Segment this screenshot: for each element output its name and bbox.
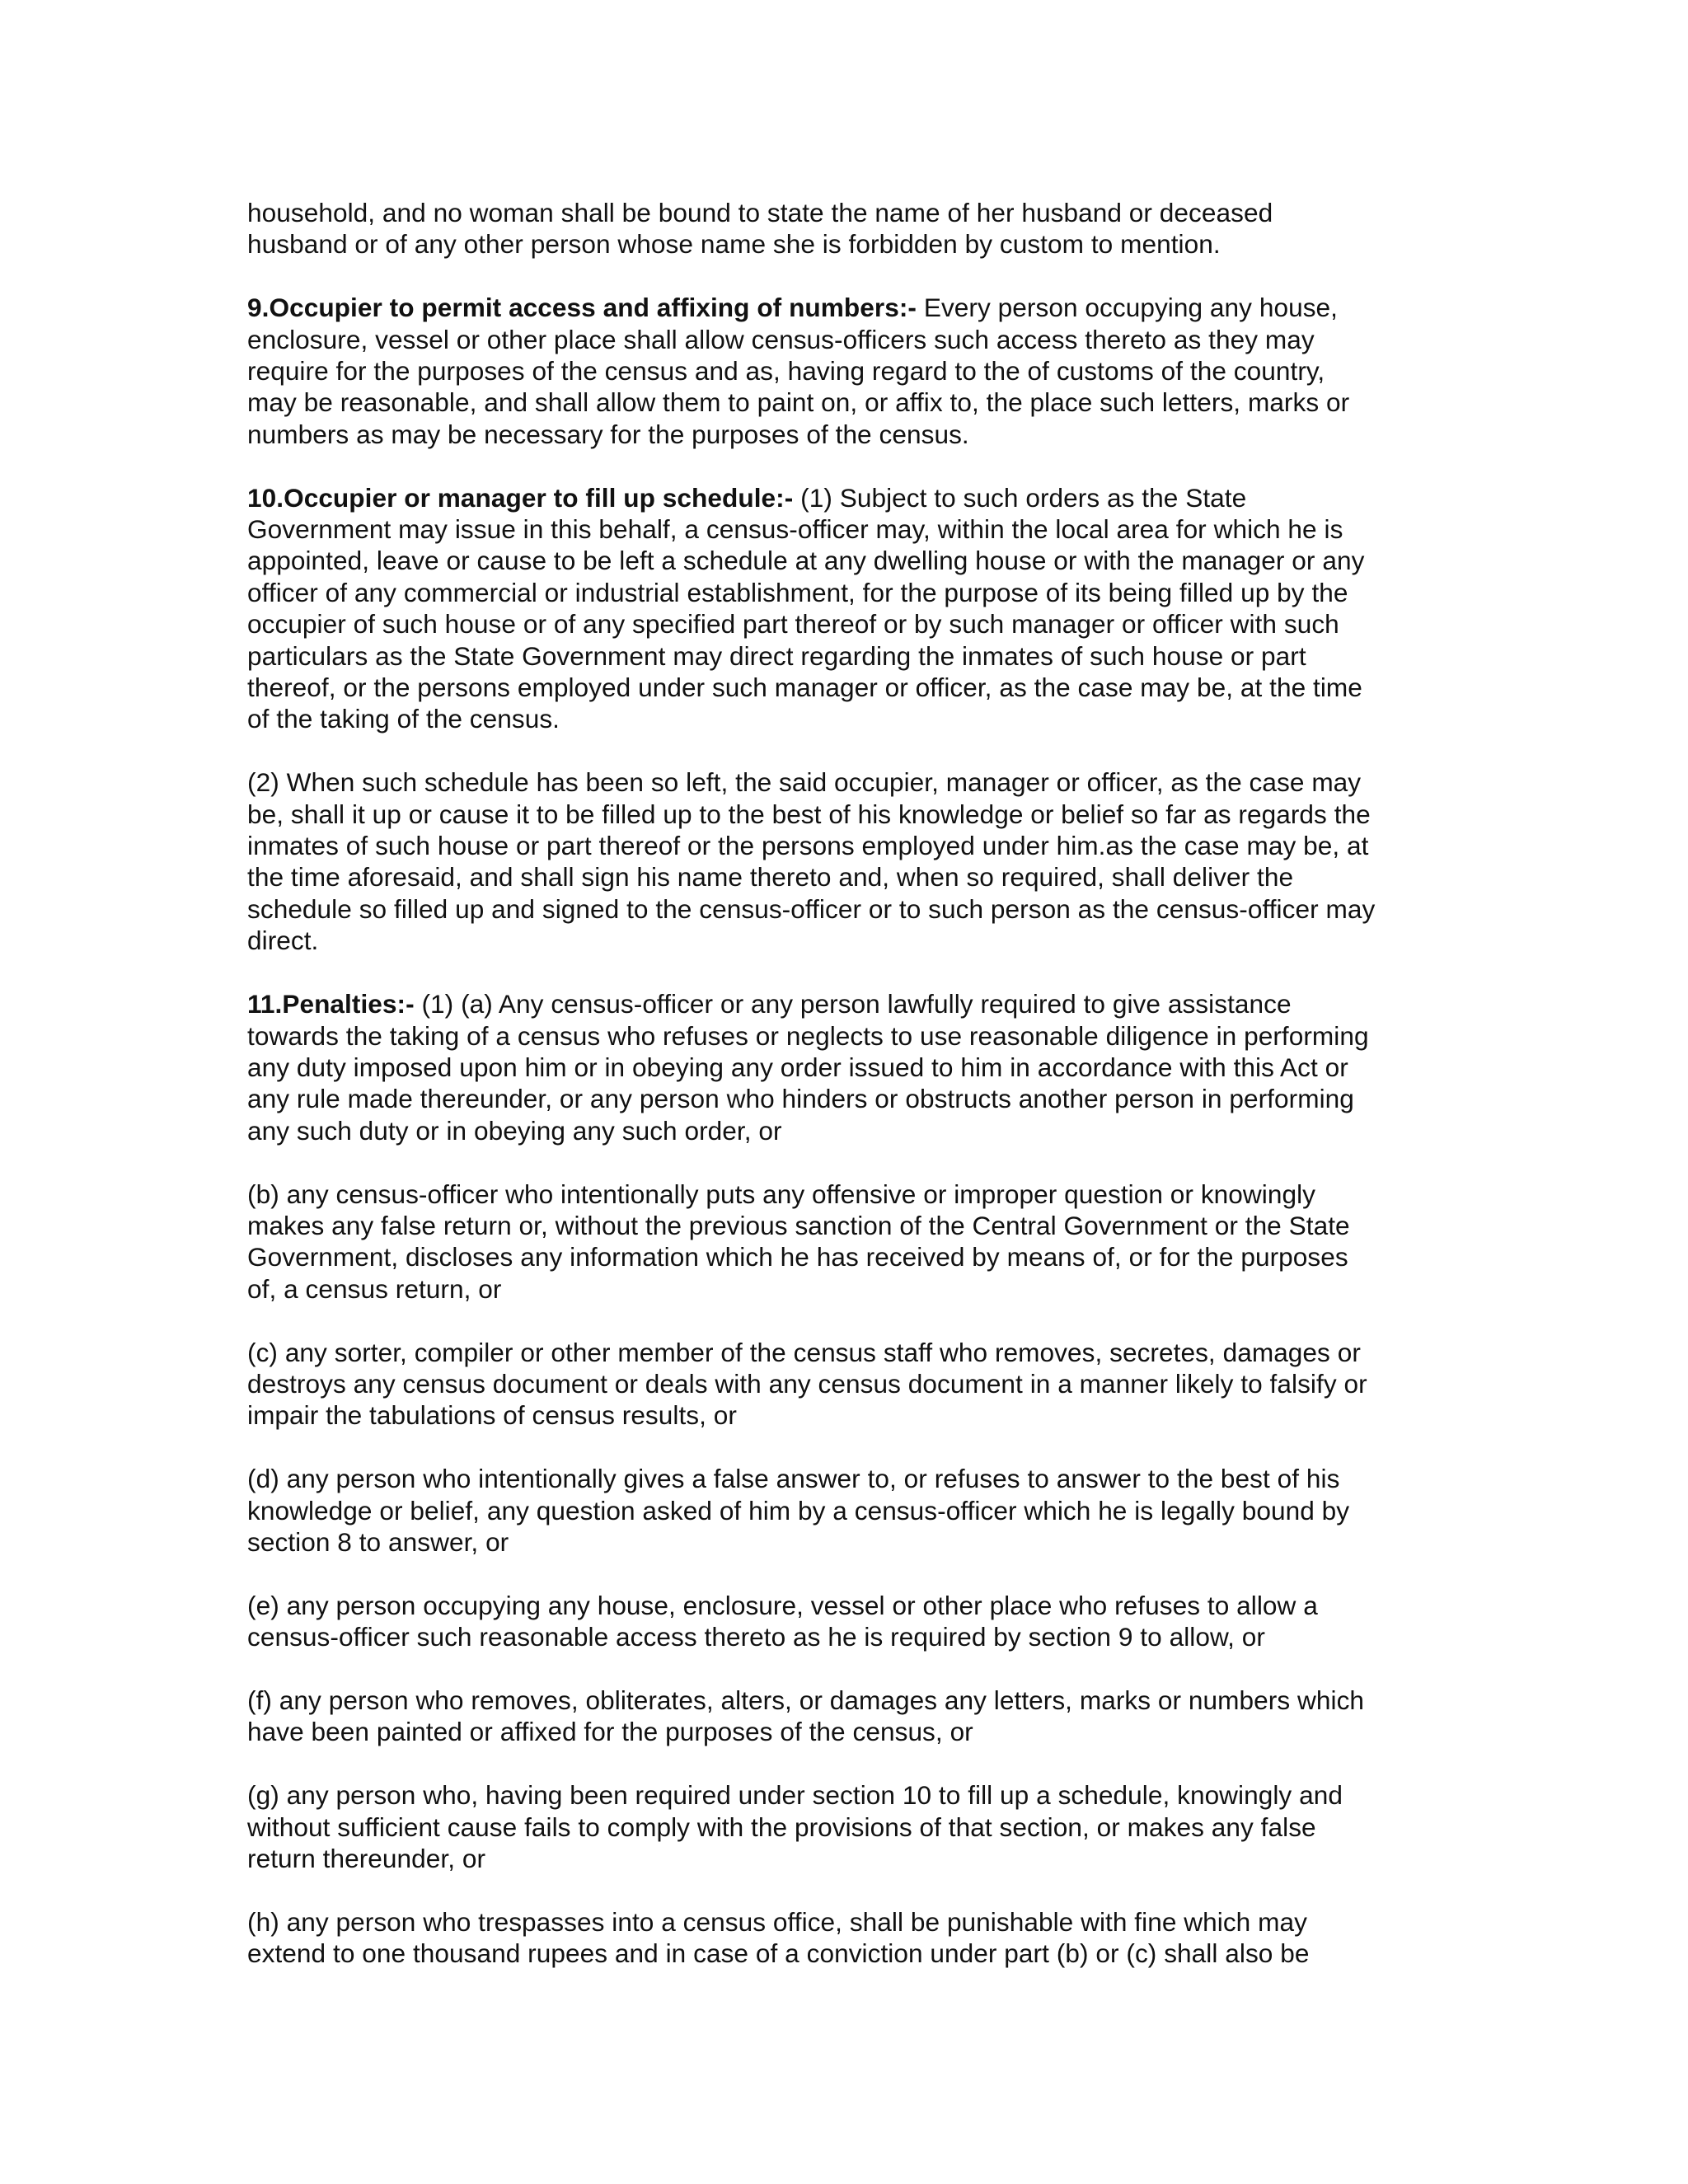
- paragraph-section-10-2: [247, 766, 1451, 956]
- paragraph-text: (1) (a) Any census-officer or any person lawfully required to give assistance towards the taking of a census who refuses or neglects to use reasonable diligence in performing any duty imposed upon him or in obeying any order issued to him in accordance with this Act or any rule made thereunder, or any person who hinders or obstructs another person in performing any such duty or in obeying any such order, or: [247, 989, 1369, 1146]
- paragraph-text: Every person occupying any house, enclosure, vessel or other place shall allow census-officers such access thereto as they may require for the purposes of the census and as, having regard to the of customs of the country, may be reasonable, and shall allow them to paint on, or affix to, the place such letters, marks or numbers as may be necessary for the purposes of the census.: [247, 293, 1350, 449]
- paragraph-section-11-e: [247, 1590, 1451, 1653]
- paragraph-text: (f) any person who removes, obliterates, alters, or damages any letters, marks or numbers which have been painted or affixed for the purposes of the census, or: [247, 1685, 1365, 1747]
- paragraph-section-11-c: [247, 1337, 1451, 1432]
- paragraph-section-10-1: [247, 482, 1451, 735]
- paragraph-intro-continuation: [247, 197, 1451, 260]
- section-heading: 11.Penalties:-: [247, 989, 415, 1019]
- paragraph-section-11-d: [247, 1463, 1451, 1558]
- section-heading: 10.Occupier or manager to fill up schedule:-: [247, 482, 794, 513]
- paragraph-text: household, and no woman shall be bound to state the name of her husband or deceased husband or of any other person whose name she is forbidden by custom to mention.: [247, 198, 1273, 260]
- paragraph-text: (e) any person occupying any house, enclosure, vessel or other place who refuses to allow a census-officer such reasonable access thereto as he is required by section 9 to allow, or: [247, 1590, 1318, 1652]
- section-heading: 9.Occupier to permit access and affixing of numbers:-: [247, 293, 917, 323]
- paragraph-section-11-a: [247, 988, 1451, 1146]
- paragraph-text: (1) Subject to such orders as the State Government may issue in this behalf, a census-officer may, within the local area for which he is appointed, leave or cause to be left a schedule at any dwelling house or with the manager or any officer of any commercial or industrial establishment, for the purpose of its being filled up by the occupier of such house or of any specified part thereof or by such manager or officer with such particulars as the State Government may direct regarding the inmates of such house or part thereof, or the persons employed under such manager or officer, as the case may be, at the time of the taking of the census.: [247, 482, 1365, 734]
- paragraph-section-11-h: [247, 1906, 1451, 1970]
- paragraph-section-9: [247, 292, 1451, 450]
- document-body: [247, 197, 1451, 1970]
- paragraph-text: (h) any person who trespasses into a census office, shall be punishable with fine which may extend to one thousand rupees and in case of a conviction under part (b) or (c) shall also be: [247, 1906, 1310, 1969]
- paragraph-text: (2) When such schedule has been so left, the said occupier, manager or officer, as the case may be, shall it up or cause it to be filled up to the best of his knowledge or belief so far as regards the inmates of such house or part thereof or the persons employed under him.as the case may be, at the time aforesaid, and shall sign his name thereto and, when so required, shall deliver the schedule so filled up and signed to the census-officer or to such person as the census-officer may direct.: [247, 767, 1376, 956]
- paragraph-text: (c) any sorter, compiler or other member of the census staff who removes, secretes, damages or destroys any census document or deals with any census document in a manner likely to falsify or impair the tabulations of census results, or: [247, 1337, 1367, 1431]
- paragraph-text: (g) any person who, having been required under section 10 to fill up a schedule, knowingly and without sufficient cause fails to comply with the provisions of that section, or makes any false return thereunder, or: [247, 1780, 1343, 1873]
- paragraph-section-11-g: [247, 1779, 1451, 1874]
- paragraph-section-11-f: [247, 1685, 1451, 1748]
- paragraph-text: (d) any person who intentionally gives a false answer to, or refuses to answer to the best of his knowledge or belief, any question asked of him by a census-officer which he is legally bound by section 8 to answer, or: [247, 1464, 1350, 1557]
- paragraph-text: (b) any census-officer who intentionally puts any offensive or improper question or knowingly makes any false return or, without the previous sanction of the Central Government or the State Government, discloses any information which he has received by means of, or for the purposes of, a census return, or: [247, 1179, 1350, 1304]
- paragraph-section-11-b: [247, 1179, 1451, 1305]
